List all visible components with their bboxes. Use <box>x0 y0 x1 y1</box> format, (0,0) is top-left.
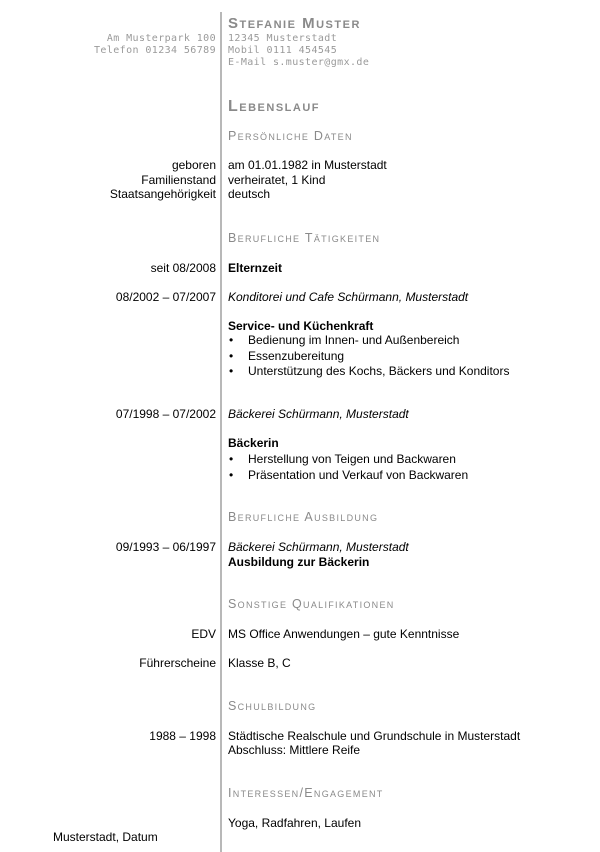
work-employer: Bäckerei Schürmann, Musterstadt <box>228 407 409 421</box>
qualification-value: MS Office Anwendungen – gute Kenntnisse <box>228 627 460 641</box>
training-title: Ausbildung zur Bäckerin <box>228 555 370 569</box>
qualification-value: Klasse B, C <box>228 656 291 670</box>
work-role: Service- und Küchenkraft <box>228 319 374 333</box>
label-nationality: Staatsangehörigkeit <box>109 187 216 201</box>
qualification-label: Führerscheine <box>139 656 216 670</box>
section-heading-school: Schulbildung <box>228 699 317 713</box>
work-duties-list <box>228 333 509 380</box>
training-date: 09/1993 – 06/1997 <box>115 540 216 554</box>
list-item: • Präsentation und Verkauf von Backwaren <box>228 468 468 484</box>
value-marital-status: verheiratet, 1 Kind <box>228 172 326 187</box>
contact-right <box>228 33 369 69</box>
list-item: • Herstellung von Teigen und Backwaren <box>228 452 468 468</box>
email: E-Mail s.muster@gmx.de <box>228 57 370 68</box>
phone: Telefon 01234 56789 <box>94 45 216 56</box>
work-employer: Konditorei und Cafe Schürmann, Musterstadt <box>228 290 469 304</box>
training-employer: Bäckerei Schürmann, Musterstadt <box>228 540 409 554</box>
contact-left <box>94 33 216 57</box>
qualification-label: EDV <box>191 627 216 641</box>
work-title: Elternzeit <box>228 261 283 275</box>
work-date: 08/2002 – 07/2007 <box>115 290 216 304</box>
work-date: seit 08/2008 <box>150 261 216 275</box>
section-heading-other: Sonstige Qualifikationen <box>228 597 395 611</box>
place-date: Musterstadt, Datum <box>53 830 158 844</box>
applicant-name: Stefanie Muster <box>228 15 361 32</box>
school-date: 1988 – 1998 <box>149 729 216 743</box>
mobile: Mobil 0111 454545 <box>228 45 338 56</box>
personal-values <box>228 158 387 202</box>
list-item: • Bedienung im Innen- und Außenbereich <box>228 333 509 349</box>
personal-labels <box>110 158 216 202</box>
label-marital-status: Familienstand <box>141 172 216 187</box>
school-degree: Abschluss: Mittlere Reife <box>228 743 361 757</box>
value-nationality: deutsch <box>228 187 271 201</box>
divider-line <box>220 12 222 852</box>
label-born: geboren <box>171 158 216 172</box>
address-city: 12345 Musterstadt <box>228 33 338 44</box>
address-street: Am Musterpark 100 <box>106 33 216 44</box>
school-name: Städtische Realschule und Grundschule in Musterstadt <box>228 729 521 743</box>
section-heading-training: Berufliche Ausbildung <box>228 510 379 524</box>
interests-text: Yoga, Radfahren, Laufen <box>228 816 362 830</box>
section-heading-work: Berufliche Tätigkeiten <box>228 231 381 245</box>
work-date: 07/1998 – 07/2002 <box>115 407 216 421</box>
work-duties-list <box>228 452 468 483</box>
section-heading-personal: Persönliche Daten <box>228 129 353 143</box>
list-item: • Essenzubereitung <box>228 349 509 365</box>
document-title: Lebenslauf <box>228 98 320 115</box>
list-item: • Unterstützung des Kochs, Bäckers und Konditors <box>228 364 509 380</box>
value-born: am 01.01.1982 in Musterstadt <box>228 158 387 172</box>
work-role: Bäckerin <box>228 436 279 450</box>
section-heading-interests: Interessen/Engagement <box>228 786 384 800</box>
school-details <box>228 729 520 757</box>
